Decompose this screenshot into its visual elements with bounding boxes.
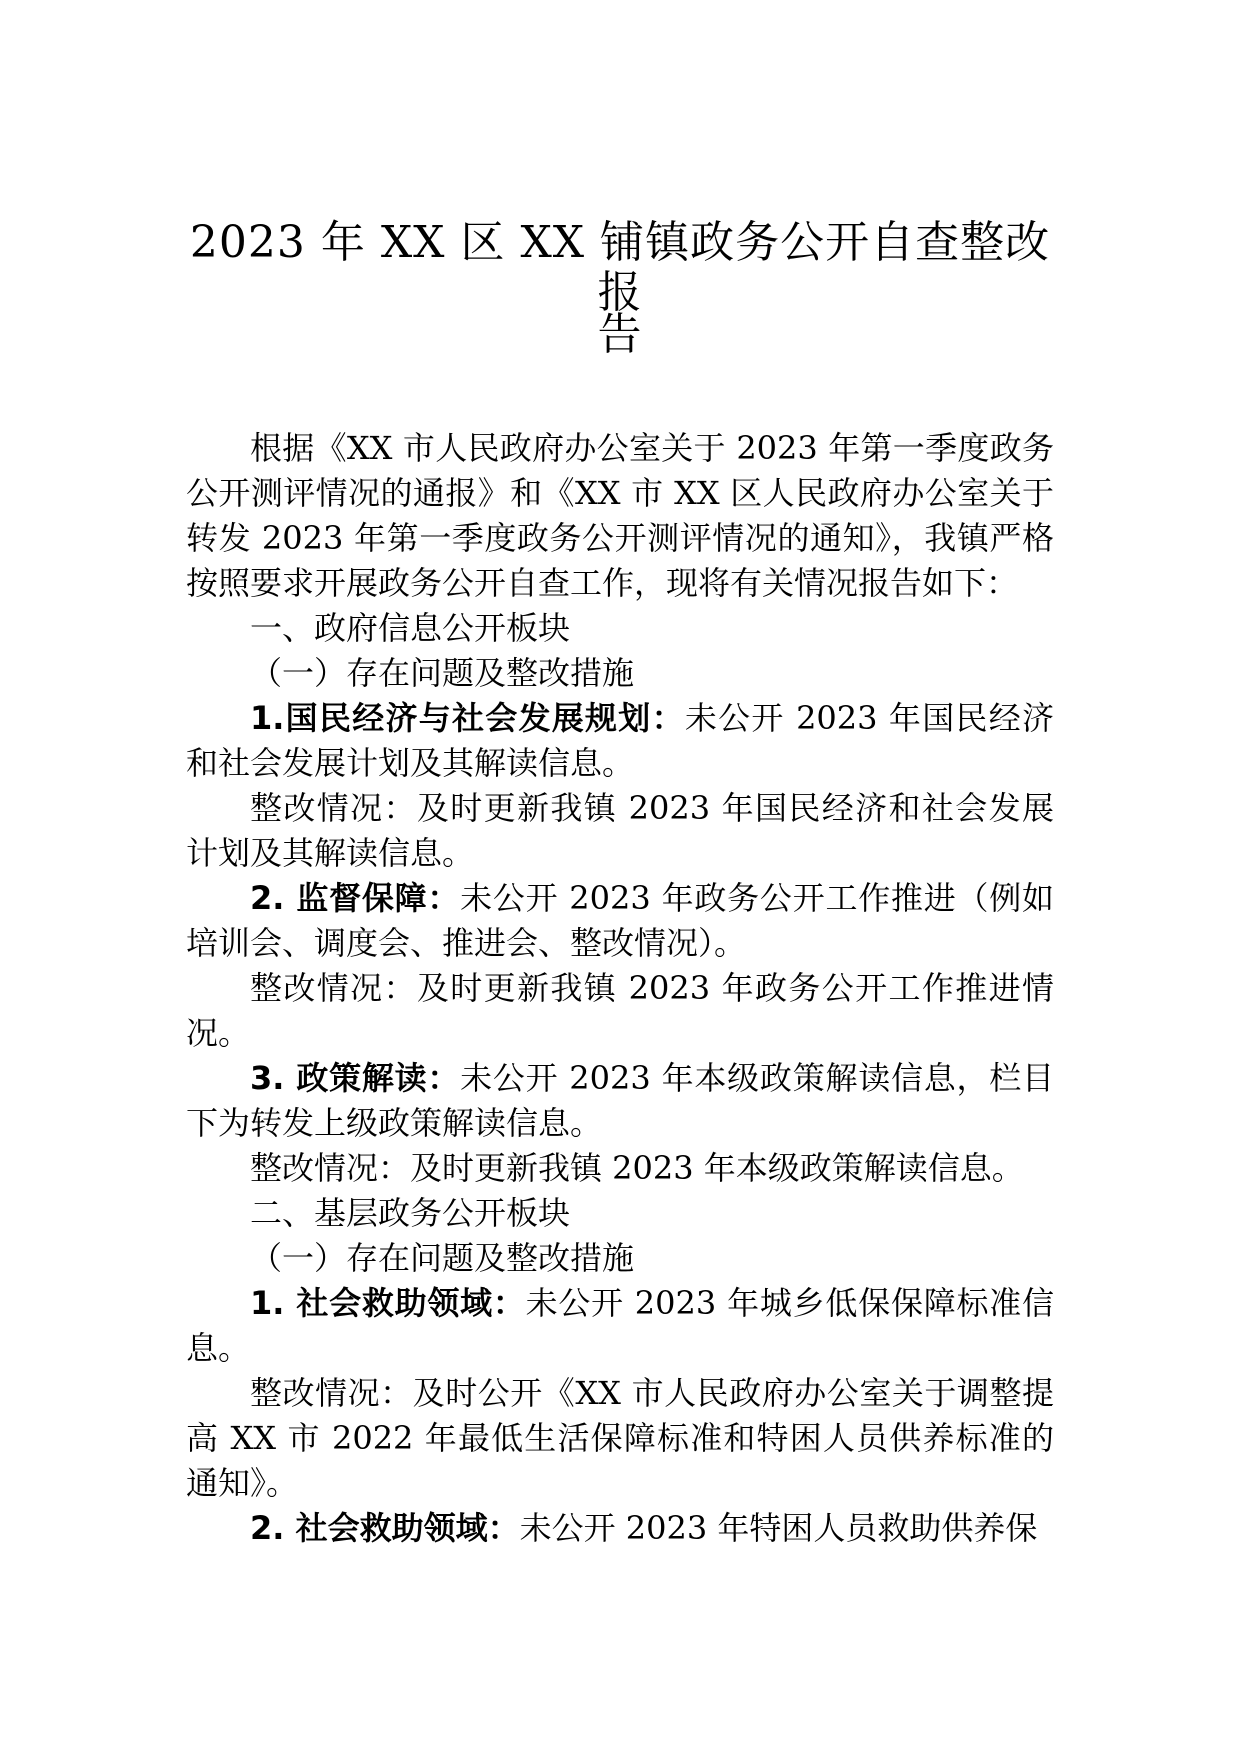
rectification-paragraph <box>186 1371 1054 1506</box>
section-heading <box>186 1191 1054 1236</box>
issue-label: 2. 社会救助领域： <box>250 1509 520 1547</box>
issue-item <box>186 1056 1054 1146</box>
paragraph-text: 整改情况：及时更新我镇 2023 年政务公开工作推进情况。 <box>186 969 1054 1052</box>
issue-label: 3. 政策解读： <box>250 1059 461 1097</box>
paragraph-text: 二、基层政务公开板块 <box>250 1194 571 1232</box>
issue-item <box>186 876 1054 966</box>
paragraph-text: 根据《XX 市人民政府办公室关于 2023 年第一季度政务公开测评情况的通报》和《XX 市 XX 区人民政府办公室关于转发 2023 年第一季度政务公开测评情况的通知》，我镇严格按照要求开展政务公开自查工作，现将有关情况报告如下： <box>186 429 1054 602</box>
subsection-heading <box>186 651 1054 696</box>
rectification-paragraph <box>186 786 1054 876</box>
issue-text: 未公开 2023 年国民经济和社会发展计划及其解读信息。 <box>186 699 1054 782</box>
issue-text: 未公开 2023 年特困人员救助供养保 <box>519 1509 1038 1547</box>
rectification-paragraph <box>186 966 1054 1056</box>
intro-paragraph <box>186 426 1054 606</box>
issue-label: 1. 社会救助领域： <box>250 1284 526 1322</box>
paragraph-text: 整改情况：及时更新我镇 2023 年国民经济和社会发展计划及其解读信息。 <box>186 789 1054 872</box>
paragraph-text: 一、政府信息公开板块 <box>250 609 571 647</box>
rectification-paragraph <box>186 1146 1054 1191</box>
issue-label: 1.国民经济与社会发展规划： <box>250 699 685 737</box>
paragraph-text: （一）存在问题及整改措施 <box>250 654 635 692</box>
paragraph-text: 整改情况：及时更新我镇 2023 年本级政策解读信息。 <box>250 1149 1024 1187</box>
issue-text: 未公开 2023 年政务公开工作推进（例如培训会、调度会、推进会、整改情况）。 <box>186 879 1054 962</box>
document-title-line-1: 2023 年 XX 区 XX 铺镇政务公开自查整改报 <box>189 217 1051 318</box>
paragraph-text: （一）存在问题及整改措施 <box>250 1239 635 1277</box>
section-heading <box>186 606 1054 651</box>
issue-label: 2. 监督保障： <box>250 879 461 917</box>
paragraph-text: 整改情况：及时公开《XX 市人民政府办公室关于调整提高 XX 市 2022 年最低生活保障标准和特困人员供养标准的通知》。 <box>186 1374 1054 1502</box>
subsection-heading <box>186 1236 1054 1281</box>
issue-item <box>186 696 1054 786</box>
document-body <box>186 426 1054 1551</box>
document-title-line-2: 告 <box>597 309 643 360</box>
issue-item <box>186 1506 1054 1551</box>
issue-text: 未公开 2023 年城乡低保保障标准信息。 <box>186 1284 1054 1367</box>
issue-text: 未公开 2023 年本级政策解读信息，栏目下为转发上级政策解读信息。 <box>186 1059 1054 1142</box>
issue-item <box>186 1281 1054 1371</box>
